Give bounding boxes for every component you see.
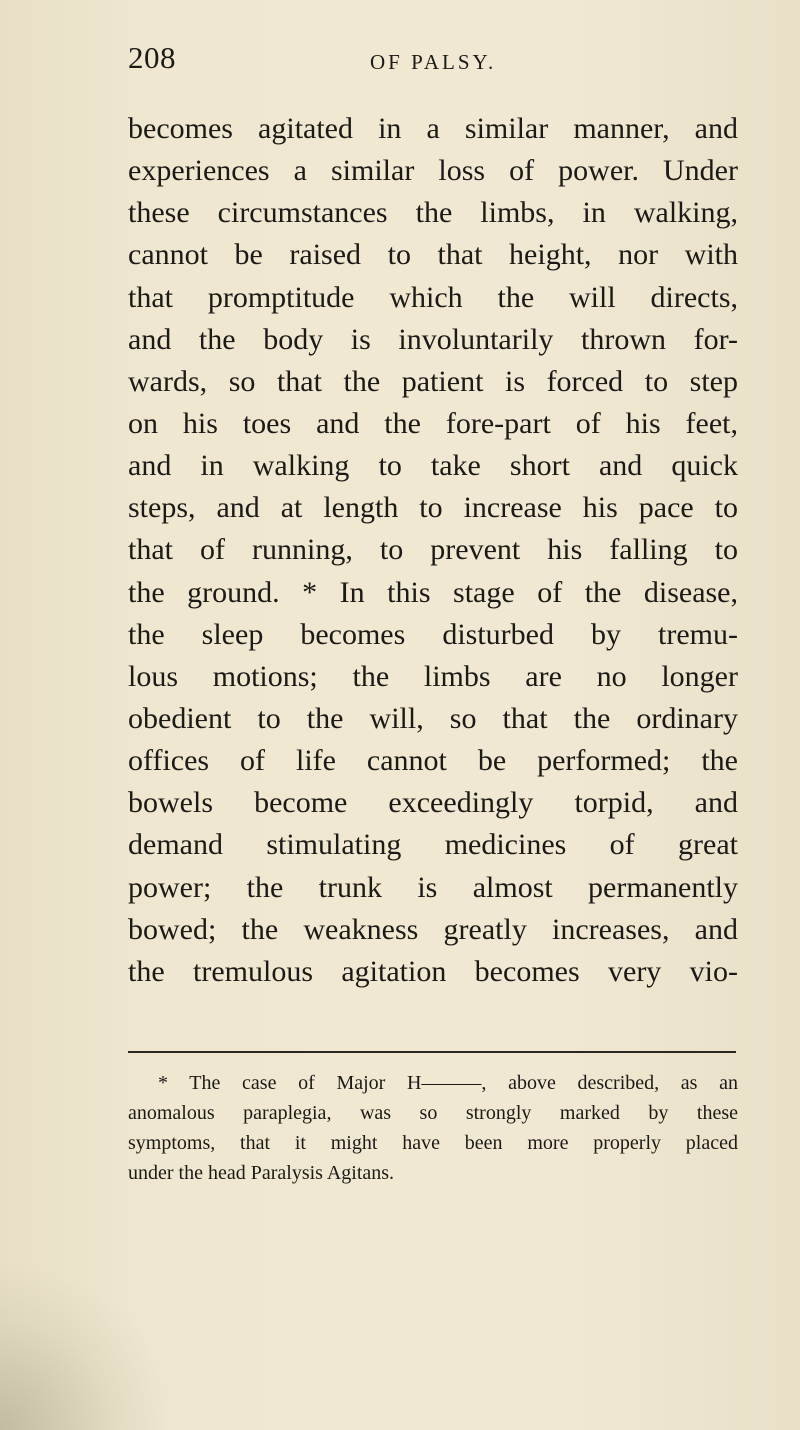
footnote <box>128 1068 738 1188</box>
body-text <box>128 108 738 993</box>
text-line: that of running, to prevent his falling to <box>128 533 738 567</box>
text-line: these circumstances the limbs, in walking, <box>128 196 738 230</box>
footnote-line: symptoms, that it might have been more properly placed <box>128 1132 738 1154</box>
text-line: bowed; the weakness greatly increases, and <box>128 912 738 946</box>
text-line: cannot be raised to that height, nor with <box>128 238 738 272</box>
text-line: bowels become exceedingly torpid, and <box>128 786 738 820</box>
text-line: and the body is involuntarily thrown for- <box>128 322 738 356</box>
text-line: lous motions; the limbs are no longer <box>128 659 738 693</box>
text-line: power; the trunk is almost permanently <box>128 870 738 904</box>
footnote-line: under the head Paralysis Agitans. <box>128 1162 395 1184</box>
text-line: that promptitude which the will directs, <box>128 280 738 314</box>
footnote-rule <box>128 1051 736 1053</box>
footnote-line: * The case of Major H———, above described, as an <box>158 1072 738 1094</box>
page-number: 208 <box>128 40 176 75</box>
text-line: and in walking to take short and quick <box>128 449 738 483</box>
running-head: OF PALSY. <box>370 50 497 74</box>
text-line: offices of life cannot be performed; the <box>128 744 738 778</box>
text-line: demand stimulating medicines of great <box>128 828 738 862</box>
text-line: becomes agitated in a similar manner, and <box>128 112 738 145</box>
text-line: steps, and at length to increase his pace to <box>128 491 738 525</box>
text-line: wards, so that the patient is forced to step <box>128 364 738 398</box>
text-line: the tremulous agitation becomes very vio- <box>128 954 738 988</box>
text-line: on his toes and the fore-part of his feet, <box>128 406 738 440</box>
footnote-line: anomalous paraplegia, was so strongly marked by these <box>128 1102 738 1124</box>
text-line: the ground. * In this stage of the disease, <box>128 575 738 609</box>
page-corner-shadow <box>0 1260 180 1430</box>
text-line: the sleep becomes disturbed by tremu- <box>128 617 738 651</box>
text-line: obedient to the will, so that the ordinary <box>128 701 738 735</box>
text-line: experiences a similar loss of power. Under <box>128 154 738 188</box>
